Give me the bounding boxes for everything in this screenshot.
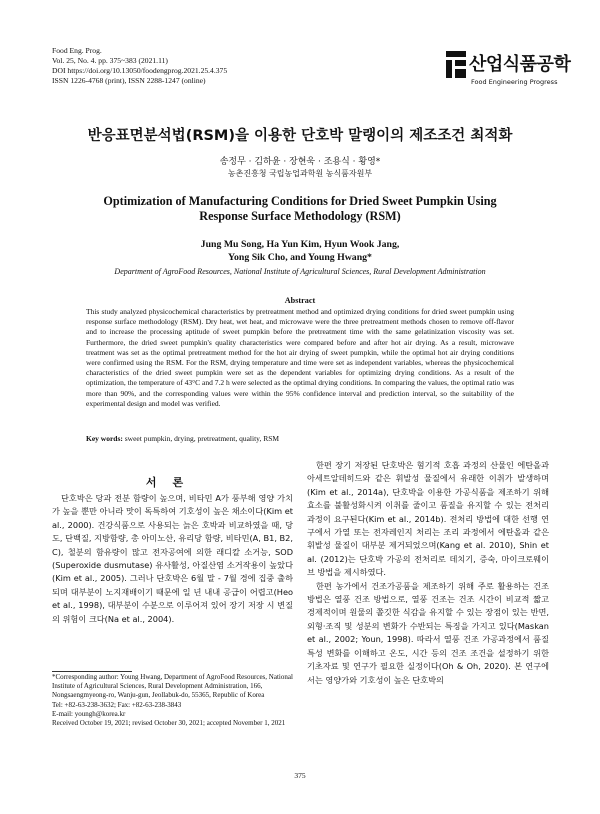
logo-mark-icon [445,50,467,80]
logo-text: 산업식품공학 [469,54,571,75]
journal-info [52,46,227,86]
footnote-corresponding-author: *Corresponding author: Young Hwang, Department of AgroFood Resources, National Institute of Agricultural Sciences, Rural Development Administration, 166, Nongsaengmyeong-ro, Wanju-gun, Jeollabuk-do, 55365, Republic of Korea [52,673,293,700]
journal-doi: DOI https://doi.org/10.13050/foodengprog.2021.25.4.375 [52,66,228,75]
title-english-line2: Response Surface Methodology (RSM) [199,209,401,223]
affiliation-korean: 농촌진흥청 국립농업과학원 농식품자원부 [227,169,373,178]
footnote-dates: Received October 19, 2021; revised October 30, 2021; accepted November 1, 2021 [52,719,286,728]
abstract-heading: Abstract [284,296,316,305]
footnote [52,673,294,728]
page-number: 375 [294,771,306,780]
title-english-line1: Optimization of Manufacturing Conditions for Dried Sweet Pumpkin Using [103,194,497,208]
footnote-email: E-mail: youngh@korea.kr [52,709,126,718]
footnote-divider [52,671,132,672]
intro-paragraph-2: 한편 장기 저장된 단호박은 혐기적 호흡 과정의 산물인 에탄올과 아세트알데히드와 같은 휘발성 물질에서 유래한 이취가 발생하며(Kim et al., 2014a), 단호박을 이용한 가공식품을 제조하기 위해 효소를 불활성화시켜 이취를 줄이고 품질을 유지할 수 있는 전처리 과정이 요구된다(Kim et al., 2014b). 전처리 방법에 대한 선행 연구에서 가열 또는 전자레인지 처리는 조리 과정에서 에탄올과 같은 휘발성 물질이 대부분 제거되었으며(Kang et al. 2010), Shin et al. (2012)는 단호박 가공의 전처리로 데치기, 증숙, 마이크로웨이브 방법을 제시하였다. [307,460,549,578]
title-english [40,194,560,224]
authors-english [40,238,560,264]
title-korean: 반응표면분석법(RSM)을 이용한 단호박 말랭이의 제조조건 최적화 [87,128,513,144]
intro-paragraph-3: 한편 농가에서 건조가공품을 제조하기 위해 주로 활용하는 건조 방법은 열풍 건조 방법으로, 열풍 건조는 건조 시간이 비교적 짧고 경제적이며 원물의 쫄깃한 식감을 유지할 수 있는 장점이 있는 반면, 외형·조직 및 성분의 변화가 수반되는 특징을 가지고 있다(Maskan et al., 2002; Youn, 1998). 따라서 열풍 건조 가공과정에서 품질 특성 변화를 이해하고 온도, 시간 등의 건조 조건을 설정하기 위한 기초자료 및 연구가 필요한 실정이다(Oh & Oh, 2020). 본 연구에서는 영양가와 기호성이 높은 단호박의 [307,580,549,685]
intro-paragraph-1: 단호박은 당과 전분 함량이 높으며, 비타민 A가 풍부해 영양 가치가 높을 뿐만 아니라 맛이 독특하여 기호성이 높은 채소이다(Kim et al., 2000). 건강식품으로 사용되는 늙은 호박과 비교하였을 때, 당도, 단백질, 지방함량, 총 아미노산, 유리당 함량, 비타민(A, B1, B2, C), 철분의 함유량이 많고 전자공여에 의한 래디칼 소거능, SOD (Superoxide dusmutase) 유사활성, 아질산염 소거작용이 높았다(Kim et al., 2005). 그러나 단호박은 6월 말 - 7월 경에 집중 출하되며 대부분이 노지재배이기 때문에 일 년 내내 공급이 어렵고(Heo et al., 1998), 대부분이 수분으로 이루어져 있어 장기 저장 시 변질의 위험이 크다(Na et al., 2004). [52,493,293,624]
keywords-label: Key words: [86,434,123,443]
affiliation-english: Department of AgroFood Resources, National Institute of Agricultural Sciences, Rural Development Administration [114,267,486,276]
keywords [86,434,514,443]
journal-volume: Vol. 25, No. 4. pp. 375~383 (2021.11) [52,56,168,65]
intro-right-column [307,459,549,687]
logo-subtitle: Food Engineering Progress [471,78,558,86]
abstract-text: This study analyzed physicochemical characteristics by pretreatment method and optimized drying conditions for dried sweet pumpkin using response surface methodology (RSM). Dry heat, wet heat, and microwave were the three pretreatment methods chosen to remove off-flavor and to increase the processing aptitude of sweet pumpkin before the pretreatment time with the same gelatinization viscosity was set. Furthermore, the dried sweet pumpkin's quality characteristics were compared before and after hot air drying. As a result, microwave treatment was set as the optimal pretreatment method for the hot air drying of sweet pumpkin, while the optimal hot air drying conditions were confirmed using the RSM. For the RSM, drying temperature and time were set as independent variables, whereas the physicochemical characteristics of the dried sweet pumpkin were set as the dependent variables for optimizing drying conditions. As a result of the optimization, the temperature of 43°C and 7.2 h were selected as the optimal drying conditions. In comparing the values, the optimal ratio was more than 90%, and the corresponding values were within the 95% confidence interval and prediction interval, so the suitability of the experimental design and model was verified. [86,307,514,408]
journal-name: Food Eng. Prog. [52,46,102,55]
authors-english-line1: Jung Mu Song, Ha Yun Kim, Hyun Wook Jang, [200,239,400,250]
keywords-list: sweet pumpkin, drying, pretreatment, quality, RSM [124,434,280,443]
footnote-phone: Tel: +82-63-238-3632; Fax: +82-63-238-3843 [52,700,182,709]
intro-left-column [52,492,293,626]
authors-korean: 송정무 · 김하윤 · 장현욱 · 조용식 · 황영* [219,157,381,167]
journal-logo [445,48,571,92]
journal-issn: ISSN 1226-4768 (print), ISSN 2288-1247 (online) [52,76,206,85]
authors-english-line2: Yong Sik Cho, and Young Hwang* [228,252,372,263]
section-heading-introduction: 서론 [145,476,200,489]
